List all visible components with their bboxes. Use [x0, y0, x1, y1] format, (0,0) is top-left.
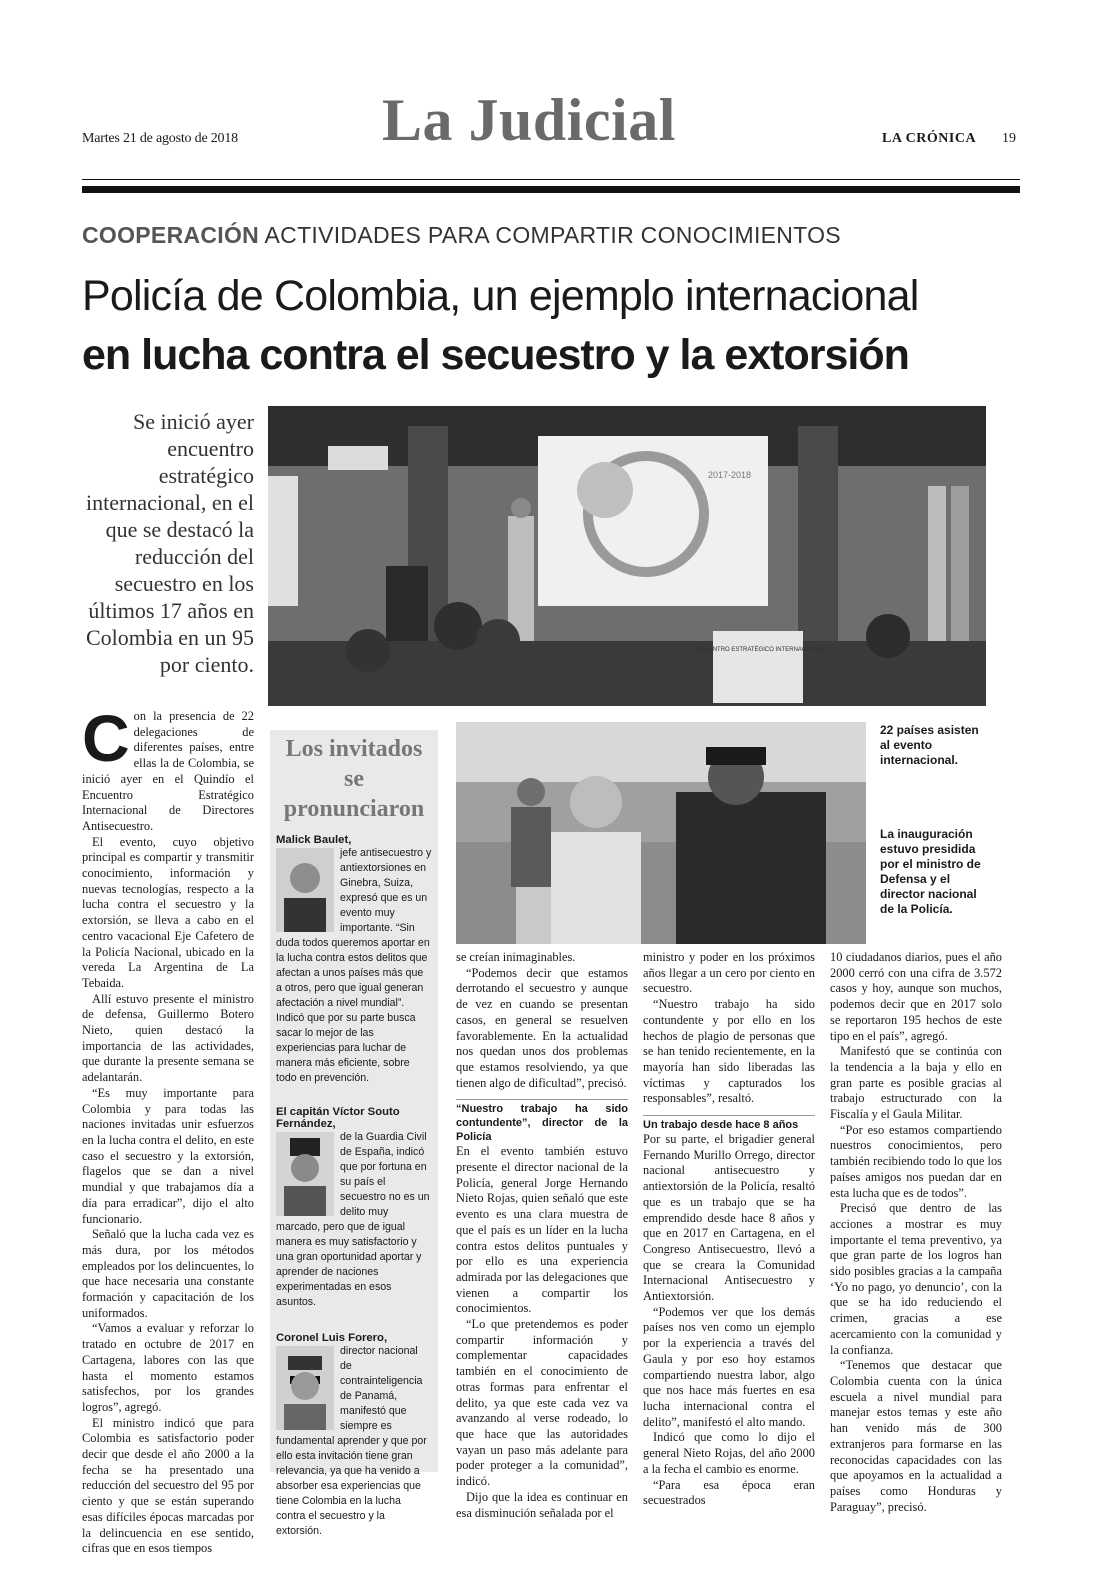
- header-rule-thin: [82, 179, 1020, 180]
- col5-lead: 10 ciudadanos diarios, pues el año 2000 cerró con una cifra de 3.572 casos y hoy, aunque son muchos, podemos decir que en 2017 solo se reportaron 195 hechos de este tipo en el país”, agregó.: [830, 950, 1002, 1043]
- headline-line1: Policía de Colombia, un ejemplo internacional: [82, 272, 919, 320]
- col5-paragraph-2: “Por eso estamos compartiendo nuestros conocimientos, pero también recibiendo todo lo que los países amigos nos puedan dar en esta lucha que es de todos”.: [830, 1122, 1002, 1200]
- headline-line2: en lucha contra el secuestro y la extorsión: [82, 331, 909, 379]
- sidebar-title: Los invitados se pronunciaron: [283, 736, 425, 822]
- col1-paragraph-1: on la presencia de 22 delegaciones de diferentes países, entre ellas la de Colombia, se inició ayer en el Quindío el Encuentro Estratégico Internacional de Directores Antisecuestro.: [82, 709, 254, 833]
- guest-2-photo: [276, 1132, 334, 1216]
- col3-paragraph-2: En el evento también estuvo presente el director nacional de la Policía, general Jorge Hernando Nieto Rojas, quien señaló que este evento es una clara muestra de que el país es un líder en la lucha contra estos delitos puntuales y por ello es una experiencia admirada por las delegaciones que vienen a compartir los conocimientos.: [456, 1144, 628, 1316]
- col3-subhead: “Nuestro trabajo ha sido contundente”, director de la Policía: [456, 1099, 628, 1144]
- col1-paragraph-2: El evento, cuyo objetivo principal es compartir y transmitir conocimiento, información y nuevas tecnologías, respecto a la lucha contra el secuestro y la extorsión, se lleva a cabo en el centro vacacional Eje Cafetero de la Policía Nacional, ubicado en la vereda La Argentina de La Tebaida.: [82, 834, 254, 990]
- main-photo: [268, 406, 986, 706]
- col3-paragraph-1: “Podemos decir que estamos derrotando el secuestro y aunque de vez en cuando se presentan casos, en general se resuelven favorablemente. En la actualidad nos quedan unos dos problemas que estamos resolviendo, ya que tienen algo de dificultad”, precisó.: [456, 965, 628, 1090]
- col5-paragraph-4: “Tenemos que destacar que Colombia cuenta con la única escuela a nivel mundial para manejar estos temas y este año han venido más de 300 extranjeros para formarse en las reconocidas capacidades con las que apoyamos en la actualidad a países como Honduras y Paraguay”, precisó.: [830, 1358, 1002, 1514]
- screen-title: 2017-2018: [708, 470, 752, 480]
- header-rule-thick: [82, 186, 1020, 193]
- column-5: [830, 950, 1002, 1515]
- guest-1-text: [276, 846, 432, 1086]
- guest-3-statement: director nacional de contrainteligencia de Panamá, manifestó que siempre es fundamental aprender y que por ello esta invitación tiene gran relevancia, ya que ha venido a absorber esa experiencias que tiene Colombia en la lucha contra el secuestro y la extorsión.: [276, 1345, 427, 1537]
- col1-paragraph-5: Señaló que la lucha cada vez es más dura, por los métodos empleados por los delincuentes, lo que hace necesaria una constante formación y capacitación de los uniformados.: [82, 1227, 254, 1320]
- col3-paragraph-4: Dijo que la idea es continuar en esa disminución señalada por el: [456, 1489, 628, 1520]
- guest-2-name: El capitán Víctor Souto Fernández,: [276, 1106, 400, 1130]
- col1-paragraph-4: “Es muy importante para Colombia y para todas las naciones invitadas unir esfuerzos en la lucha contra el delito, en este caso el secuestro y la extorsión, flagelos que se dan a nivel mundial y que trabajamos día a día para erradicar”, dijo el alto funcionario.: [82, 1085, 254, 1226]
- column-4: [643, 950, 815, 1509]
- col3-paragraph-3: “Lo que pretendemos es poder compartir información y complementar capacidades también en el conocimiento de otras formas para enfrentar el delito, ya que este cada vez va avanzando al verse rodeado, lo que hace que las autoridades vayan un paso más adelante para poder proteger a la comunidad”, indicó.: [456, 1317, 628, 1489]
- guest-3-name: Coronel Luis Forero,: [276, 1332, 388, 1344]
- guest-2-statement: de la Guardia Civil de España, indicó que por fortuna en su país el secuestro no es un delito muy marcado, pero que de igual manera es muy satisfactorio y una gran oportunidad aportar y aprender de naciones experimentadas en esos asuntos.: [276, 1131, 430, 1308]
- issue-date: Martes 21 de agosto de 2018: [82, 131, 238, 146]
- guest-1-photo: [276, 848, 334, 932]
- col4-paragraph-5: “Para esa época eran secuestrados: [643, 1477, 815, 1508]
- col1-first-paragraph: [82, 701, 254, 835]
- col1-paragraph-3: Allí estuvo presente el ministro de defensa, Guillermo Botero Nieto, quien destacó la importancia de las actividades, que durante la presente semana se adelantarán.: [82, 991, 254, 1085]
- caption-second: La inauguración estuvo presidida por el ministro de Defensa y el director nacional de la Policía.: [880, 827, 981, 916]
- col5-paragraph-3: Precisó que dentro de las acciones a mostrar es muy importante el tema preventivo, ya que gran parte de los logros han sido posibles gracias a la campaña ‘Yo no pago, yo denuncio’, con la que se ha ido reduciendo el crimen, gracias a ese acercamiento con la comunidad y la confianza.: [830, 1201, 1002, 1357]
- col4-subhead: Un trabajo desde hace 8 años: [643, 1115, 815, 1132]
- deck: Se inició ayer encuentro estratégico internacional, en el que se destacó la reducción del secuestro en los últimos 17 años en Colombia en un 95 por ciento.: [85, 409, 254, 677]
- guest-3-text: [276, 1344, 432, 1539]
- kicker-text: ACTIVIDADES PARA COMPARTIR CONOCIMIENTOS: [264, 222, 841, 248]
- guest-2-text: [276, 1130, 432, 1310]
- col4-lead: ministro y poder en los próximos años llegar a un cero por ciento en secuestro.: [643, 950, 815, 996]
- col4-paragraph-1: “Nuestro trabajo ha sido contundente y por ello en los hechos de plagio de personas que se han tenido recientemente, en la mayoría han sido liberadas las víctimas y capturados los responsables”, resaltó.: [643, 997, 815, 1106]
- column-3: [456, 950, 628, 1521]
- col4-paragraph-3: “Podemos ver que los demás países nos ven como un ejemplo por la experiencia a través del Gaula y por eso hoy estamos compartiendo nuestra labor, algo que nos hace más fuertes en esa lucha internacional contra el delito”, manifestó el alto mando.: [643, 1304, 815, 1429]
- guest-3-photo: [276, 1346, 334, 1430]
- column-1: [82, 701, 254, 1557]
- col1-paragraph-6: “Vamos a evaluar y reforzar lo tratado en octubre de 2017 en Cartagena, labores con las que hasta el momento estamos satisfechos, por los grandes logros”, agregó.: [82, 1321, 254, 1414]
- dropcap: C: [82, 701, 130, 775]
- publication-name: LA CRÓNICA: [882, 131, 977, 146]
- col1-paragraph-7: El ministro indicó que para Colombia es satisfactorio poder decir que desde el año 2000 a la fecha se ha presentado una reducción del secuestro del 95 por ciento y que se están superando esas difíciles épocas marcadas por la delincuencia en ese sentido, cifras que en esos tiempos: [82, 1415, 254, 1556]
- caption-first: 22 países asisten al evento internacional.: [880, 723, 979, 767]
- section-title: La Judicial: [382, 87, 676, 153]
- banner-text: ENCUENTRO ESTRATÉGICO INTERNACIONAL: [691, 647, 825, 653]
- col5-paragraph-1: Manifestó que se continúa con la tendencia a la baja y ello en gran parte es posible gracias al trabajo estructurado con la Fiscalía y el Gaula Militar.: [830, 1044, 1002, 1122]
- guest-1-name: Malick Baulet,: [276, 834, 352, 846]
- col3-lead: se creían inimaginables.: [456, 950, 576, 964]
- kicker: [82, 222, 841, 249]
- second-photo: [456, 722, 866, 944]
- guest-1-statement-2: Indicó que por su parte busca sacar lo mejor de las experiencias para luchar de manera más eficiente, sobre todo en prevención.: [276, 1012, 416, 1084]
- sidebar: [270, 730, 438, 1537]
- page-number: 19: [1002, 131, 1016, 146]
- col4-paragraph-2: Por su parte, el brigadier general Fernando Murillo Orrego, director nacional antisecuestro y antiextorsión de la Policía, resaltó que es un trabajo que se ha emprendido desde hace 8 años y que en 2017 en Cartagena, en el Congreso Antisecuestro, llevó a que se creara la Comunidad Internacional Antisecuestro y Antiextorsión.: [643, 1132, 815, 1304]
- guest-1-statement: jefe antisecuestro y antiextorsiones en Ginebra, Suiza, expresó que es un evento muy importante. “Sin duda todos queremos aportar en la lucha contra estos delitos que afectan a unos países más que a otros, pero que igual generan afectación a nivel mundial”.: [276, 847, 432, 1009]
- kicker-label: COOPERACIÓN: [82, 222, 260, 248]
- col4-paragraph-4: Indicó que como lo dijo el general Nieto Rojas, del año 2000 a la fecha el cambio es enorme.: [643, 1430, 815, 1476]
